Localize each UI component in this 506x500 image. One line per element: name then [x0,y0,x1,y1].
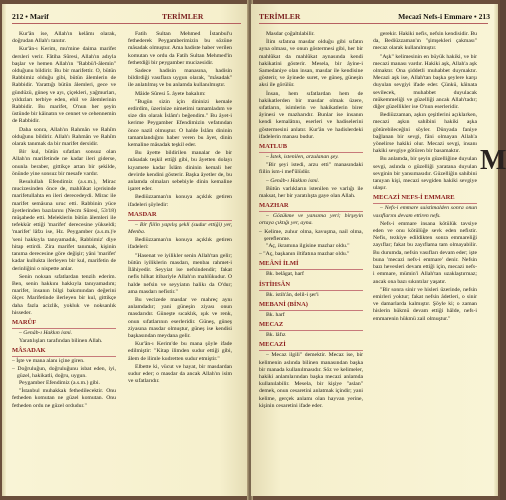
body-paragraph: Bediüzzaman'ın konuya açıklık getiren ifadeleri şöyledir: [128,194,232,208]
body-paragraph: Nefs-i emmare insana kötülük tavsiye eden ve onu kötülüğe sevk eden nefistir. Nefis, tezkiye edildikten sonra emmareliği zayıflar; fakat bu zayıflama tam olmayabilir. Bu durumda, nefsin vasıfları devam eder; işte buna 'mecazi nefs-i emmare' denir. Nefsin bazı hevesleri devam ettiği için, mecazi nefs-i emmare, mümin'i Allah'tan uzaklaştırmaz; ancak ona bazı sıkıntılar yaşatır. [373,220,477,285]
entry-heading: MECAZİ [259,341,286,349]
entry-definition: – Genâb-ı Hakkın ismi. [266,177,320,184]
left-page-number-header: 212 • Marif [12,12,49,21]
body-paragraph: "Aç, ikramına ilgisine mazhar oldu." [266,243,350,250]
body-paragraph: Sadece hadisin manasına, hadisin bildirdiği vasıflara uygun olarak, "mâsadak" ile anlatılmış ve bu anlamda kullanılmıştır. [128,68,232,89]
body-paragraph: Masdar çoğaltılabilir. [266,31,315,37]
body-paragraph: Resulullah Efendimiz (a.s.m.), Mirac mucizesinden önce de, mahlûkat içerisinde marifetullahta en ileri derecedeydi. Mirac ile marifet semâsına uruc etti. Rabbinin yüce âyetlerinden bazılarını (Necm Sûresi, 53/18) müşahede etti. Meleklerin bütün âlemleri ile tefekkür ettiği 'marifet' derecesine yükseldi; 'marifet' lâfzı ise, Hz. Peygamber (a.s.m.)'e 'seni hakkıyla tanıyamadık, Rabbimiz' diye hitap ettirdi. Zira marifet tanımak, kişinin tanıma derecesine göre değişir; yâni 'marifet' kadar kullukta ilerleyen bir kul, marifetin de derinliğini o nispette anlar. [12,179,116,272]
entry-definition: – Gözükme ve yansıma yeri; birşeyin ortaya çıktığı yer, ayna. [259,213,363,227]
entry-heading: MATLUB [259,143,288,151]
body-paragraph: İnsan, hem sıfatlardan hem de hakikatlerden bir masdar olmak üzere, sıfatların, isimlerin ve hakikatlerin birer âyinesi ve mazharıdır. Bunlar ise insanın kendi kemalâtını, eserleri ve hadiselerini göstermesini anlatır. Kur'ân ve hadislerdeki ifadelerin manası budur. [259,90,363,140]
right-header-rule [259,23,488,24]
entry-heading: MARÛF [12,318,37,326]
body-paragraph: gerekir. Hakiki nefis, nefsin kendisidir. Bu da, Bediüzzaman'ın "şimşekleri çakması" mecaz olarak kullanılmıştır. [373,31,477,52]
body-paragraph: Bu âyette bildirilen manalar de bir mâsadak teşkil ettiği gibi, bu âyetten dolayı kıyamete kadar İslâm dininin kemali her devirde kendini gösterir. Başka âyetler de, bu anlamda olmaları sebebiyle dinin kemaline işaret eder. [128,150,232,193]
entry-definition: – Genâb-ı Hakkın ismi. [19,329,73,336]
right-column-1 [259,31,363,411]
entry-heading-rule [128,220,232,221]
entry-heading: MEÂNİ İLMİ [259,260,299,268]
entry-heading: MASDAR [128,210,157,218]
body-paragraph: Peygamber Efendimiz (a.s.m.) gibi. [19,379,101,386]
right-page-number-header: Mecazî Nefs-i Emmare • 213 [398,12,490,21]
entry-bullet: – İşte ve mana alanı içine giren. [12,358,85,365]
body-paragraph: Bk. lâfız [266,332,286,339]
left-header-rule [12,23,241,24]
body-paragraph: Daha sonra, Allah'ın Rahmân ve Rahîm olduğunu bildirir. Allah'ı Rahmân ve Rahîm olarak tanımak da bir marifet dersidir. [12,126,116,148]
left-page [2,4,249,496]
body-paragraph: "Bir şeyi istedi, arzu etti" manasındaki fiilin ism-i mef'ûlüdür. [259,162,363,176]
entry-heading-rule [259,152,363,153]
thumb-index-letter: M [480,145,506,176]
entry-heading: MEBANİ (BİNA) [259,300,308,308]
entry-heading-rule [259,290,363,291]
body-paragraph: Senin noksan sıfatlardan tenzih ederim. Ben, senin hakkını hakkıyla tanıyamadım; marifet, insanın bilgi bakımından değerini ölçer. Marifetinde ilerleyen bir kul, gittikçe daha fazla acizlik, yokluk ve noksanlık hisseder. [12,273,116,316]
entry-heading: MAZHAR [259,202,289,210]
entry-heading-rule [259,330,363,331]
left-column-1 [12,31,116,411]
left-section-header: TERİMLER [162,12,204,21]
right-page [251,4,506,496]
body-paragraph: Mâide Sûresi 5. âyete bakalım: [135,90,206,97]
right-section-header: TERİMLER [259,12,301,21]
entry-heading: MECAZİ NEFS-İ EMMARE [373,194,455,202]
page-edge-right [494,4,498,496]
entry-bullet: – Doğruluğun, doğruluğunu isbat eden, iyi, güzel, hakikatli, doğru, uygun. [12,365,116,379]
body-paragraph: "Bir sonra sinir ve hisleri üzerinde, nefsin emirleri yoktur; fakat nefsin âdetleri, o sinir ve damarlarda kalmıştır. Şöyle ki; o zaman hislerin hükmü devam ettiği hâlde, nefs-i emmarenin hükmü zail olmuştur." [373,286,477,322]
body-paragraph: Bediüzzaman, aşkın çeşitlerini açıklarken, mecazi aşkın sahibini hakiki aşka götürebileceğini söyler. Dünyada faniye bağlanan bir sevgi, fâni olmayan Allah'a yönelirse hakiki olur. Mecazi sevgi, insanı hakiki sevgiye götüren bir basamaktır. [373,112,477,155]
body-paragraph: Bk. istih'ân, delil-i şer'i [266,291,319,298]
entry-bullet: – Kelime, zuhur olma, kavuşma, nail olma, şereflenme. [259,228,363,242]
body-paragraph: "Bugün sizin için dininizi kemale erdirdim, üzerinize nimetimi tamamladım ve size din olarak İslâm'ı beğendim." Bu âyet-i kerime Peygamber Efendimizin vefatından önce nazil olmuştur. O halde İslâm dininin tamamlandığını haber veren bu âyet, dinin kemaline mâsadak teşkil eder. [128,98,232,149]
body-paragraph: Kur'ân ise, Allah'ın kelâmı olarak, doğrudan Allah'ı tanıtır. [12,31,116,45]
entry-bullet: – "Aç, başkanın iltifatına mazhar oldu." [259,251,350,258]
entry-heading-rule [259,310,363,311]
page-edge-left [2,4,6,496]
body-paragraph: Elbette ki, vücut ve hayat, bir masdardan sudur eder; o masdar da ancak Allah'ın isim ve sıfatlarıdır. [128,363,232,385]
right-column-2 [373,31,477,324]
entry-heading: MÂSADAK [12,347,46,355]
body-paragraph: İlim sıfatına masdar olduğu gibi sıfatın ayna olması, ve onun göstermesi gibi, her bir mahlûkat da mahlûkat aynasında kendi hakikatini gösterir. Mesela, bir âyine-i Samedaniye olan insan, masdar ile kendisine gösterir, ve âyinede suret, ve güneş, güneşin aksi ile görülür. [259,39,363,89]
body-paragraph: – Mecaz ilgili" demektir. Mecaz ise, bir kelimenin aslında bilinen manasından başka bir manada kullanılmasıdır. Söz ve kelimeler, hakiki anlamlarından başka mecazi anlamda kullanılabilir. Mesela, bir kişiye "aslan" demek, onun cesaretini anlatmak içindir; yani kelime, gerçek anlamı olan hayvan yerine, kişinin cesaretini ifade eder. [259,352,363,409]
entry-heading: MECAZ [259,321,284,329]
entry-definition: – İstek, istenilen, arzulanan şey. [266,154,339,161]
body-paragraph: Kur'ân-ı Kerim'de bu mana şöyle ifade edilmiştir: "Kitap ilimden sudur ettiği gibi, âlem de ilimle kudretten sudur etmiştir." [128,341,232,362]
body-paragraph: "Aşk" kelimesinin en büyük hakiki, ve bir mecazi manası vardır. Hakiki aşk, Allah'a aşk olmaktır. Ona şiddetli muhabbet duymaktır. Mecazi aşk ise, Allah'tan başka şeylere karşı duyulan sevgiyi ifade eder. Çünkü, kâinata sevilecek, muhabbet duyulacak mükemmeliği ve güzelliği ancak Allah'tadır; diğer güzellikler ise O'nun eserleridir. [373,53,477,111]
body-paragraph: "İstanbul muhakkak fethedilecektir. Onu fetheden komutan ne güzel komutan. Onu fetheden ordu ne güzel ordudur." [12,388,116,409]
body-paragraph: Bk. belâgat, harf [266,271,304,278]
body-paragraph: Fatih Sultan Mehmed İstanbul'u fethederek Peygamberimizin bu sözüne mâsadak olmuştur. Ama hadiste haber verilen komutan ve ordu da Fatih Sultan Mehmed'in fethetdiği bir peygamber mucizesidir. [128,31,232,66]
entry-heading-rule [12,328,116,329]
entry-definition: – Bir fiilin yapılış şekli (sudur ettiği) yer, Menba. [128,221,232,236]
entry-heading: İSTİHSÂN [259,280,291,288]
left-column-2 [128,31,232,386]
body-paragraph: Bütün varlıkların istenilen ve varlığı ile maksat, her bir yaratılışta gaye olan Allah. [259,185,363,200]
body-paragraph: Bu anlamda, bir şeyin güzelliğine duyulan sevgi, aslında o güzelliği yaratana duyulan sevginin bir yansımasıdır. Güzelliğin sahibini tanıyan kişi, mecazi sevgiden hakiki sevgiye ulaşır. [373,156,477,192]
entry-definition: – Nefs-i emmare suistimalden sonra onun vasıflarını devam ettiren nefs. [373,205,477,219]
body-paragraph: Bir kul, bütün sıfatları sonsuz olan Allah'ın marifetinde ne kadar ileri giderse, onunla beraber, gittikçe artan bir şekilde, önünde yine sonsuz bir mesafe vardır. [12,149,116,177]
body-paragraph: Bediüzzaman'ın konuya açıklık getiren ifadeleri: [128,237,232,251]
body-paragraph: Bk. harf [266,311,285,318]
body-paragraph: Kur'ân-ı Kerim, mu'mine daima marifet dersleri verir. Fâtiha Sûresi, Allah'ın adıyla başlar ve hemen Allah'ın "Rabbü'l-âlemin" olduğunu bildirir. Bu bir marifettir. O, bütün Rabbimiz olduğu gibi, bütün âlemlerin de Rabbidir. Yarattığı bütün âlemleri, gece ve gündüzü, güneş ve ayı, çiçekleri, yağmurları, yıldızları terbiye eden, ehil ve âlemlerinin Rabbidir. Bu marifet, O'nun her şeyin üstünde bir kâinatın ve cennet ve cehennemin de Rabbidir. [12,46,116,125]
body-paragraph: "Hasenat ve iyilikler senin Allah'tan gelir; bütün iyiliklerin masdarı, menbaı rahmet-i İlâhiyedir. Seyyiat ise nefsindendir; fakat nefis hilkat itibariyle Allah'ın mahlûkudur. O halde nefsin ve seyyiatın halikı da O'dur; ama masdarı nefistir." [128,252,232,295]
entry-heading-rule [259,211,363,212]
entry-heading-rule [259,350,363,351]
body-paragraph: Yaratılışları tarafından bilinen Allah. [19,338,103,345]
body-paragraph: Bu vecizede masdar ve mahreç aynı anlamdadır; yani güneşin ziyası onun masdarıdır. Güneşte sıcaklık, ışık ve renk, onun sıfatlarının eserleridir. Güneş, güneş ziyasına masdar olmuştur, güneş ise kendisi başkasından meydana gelir. [128,296,232,339]
